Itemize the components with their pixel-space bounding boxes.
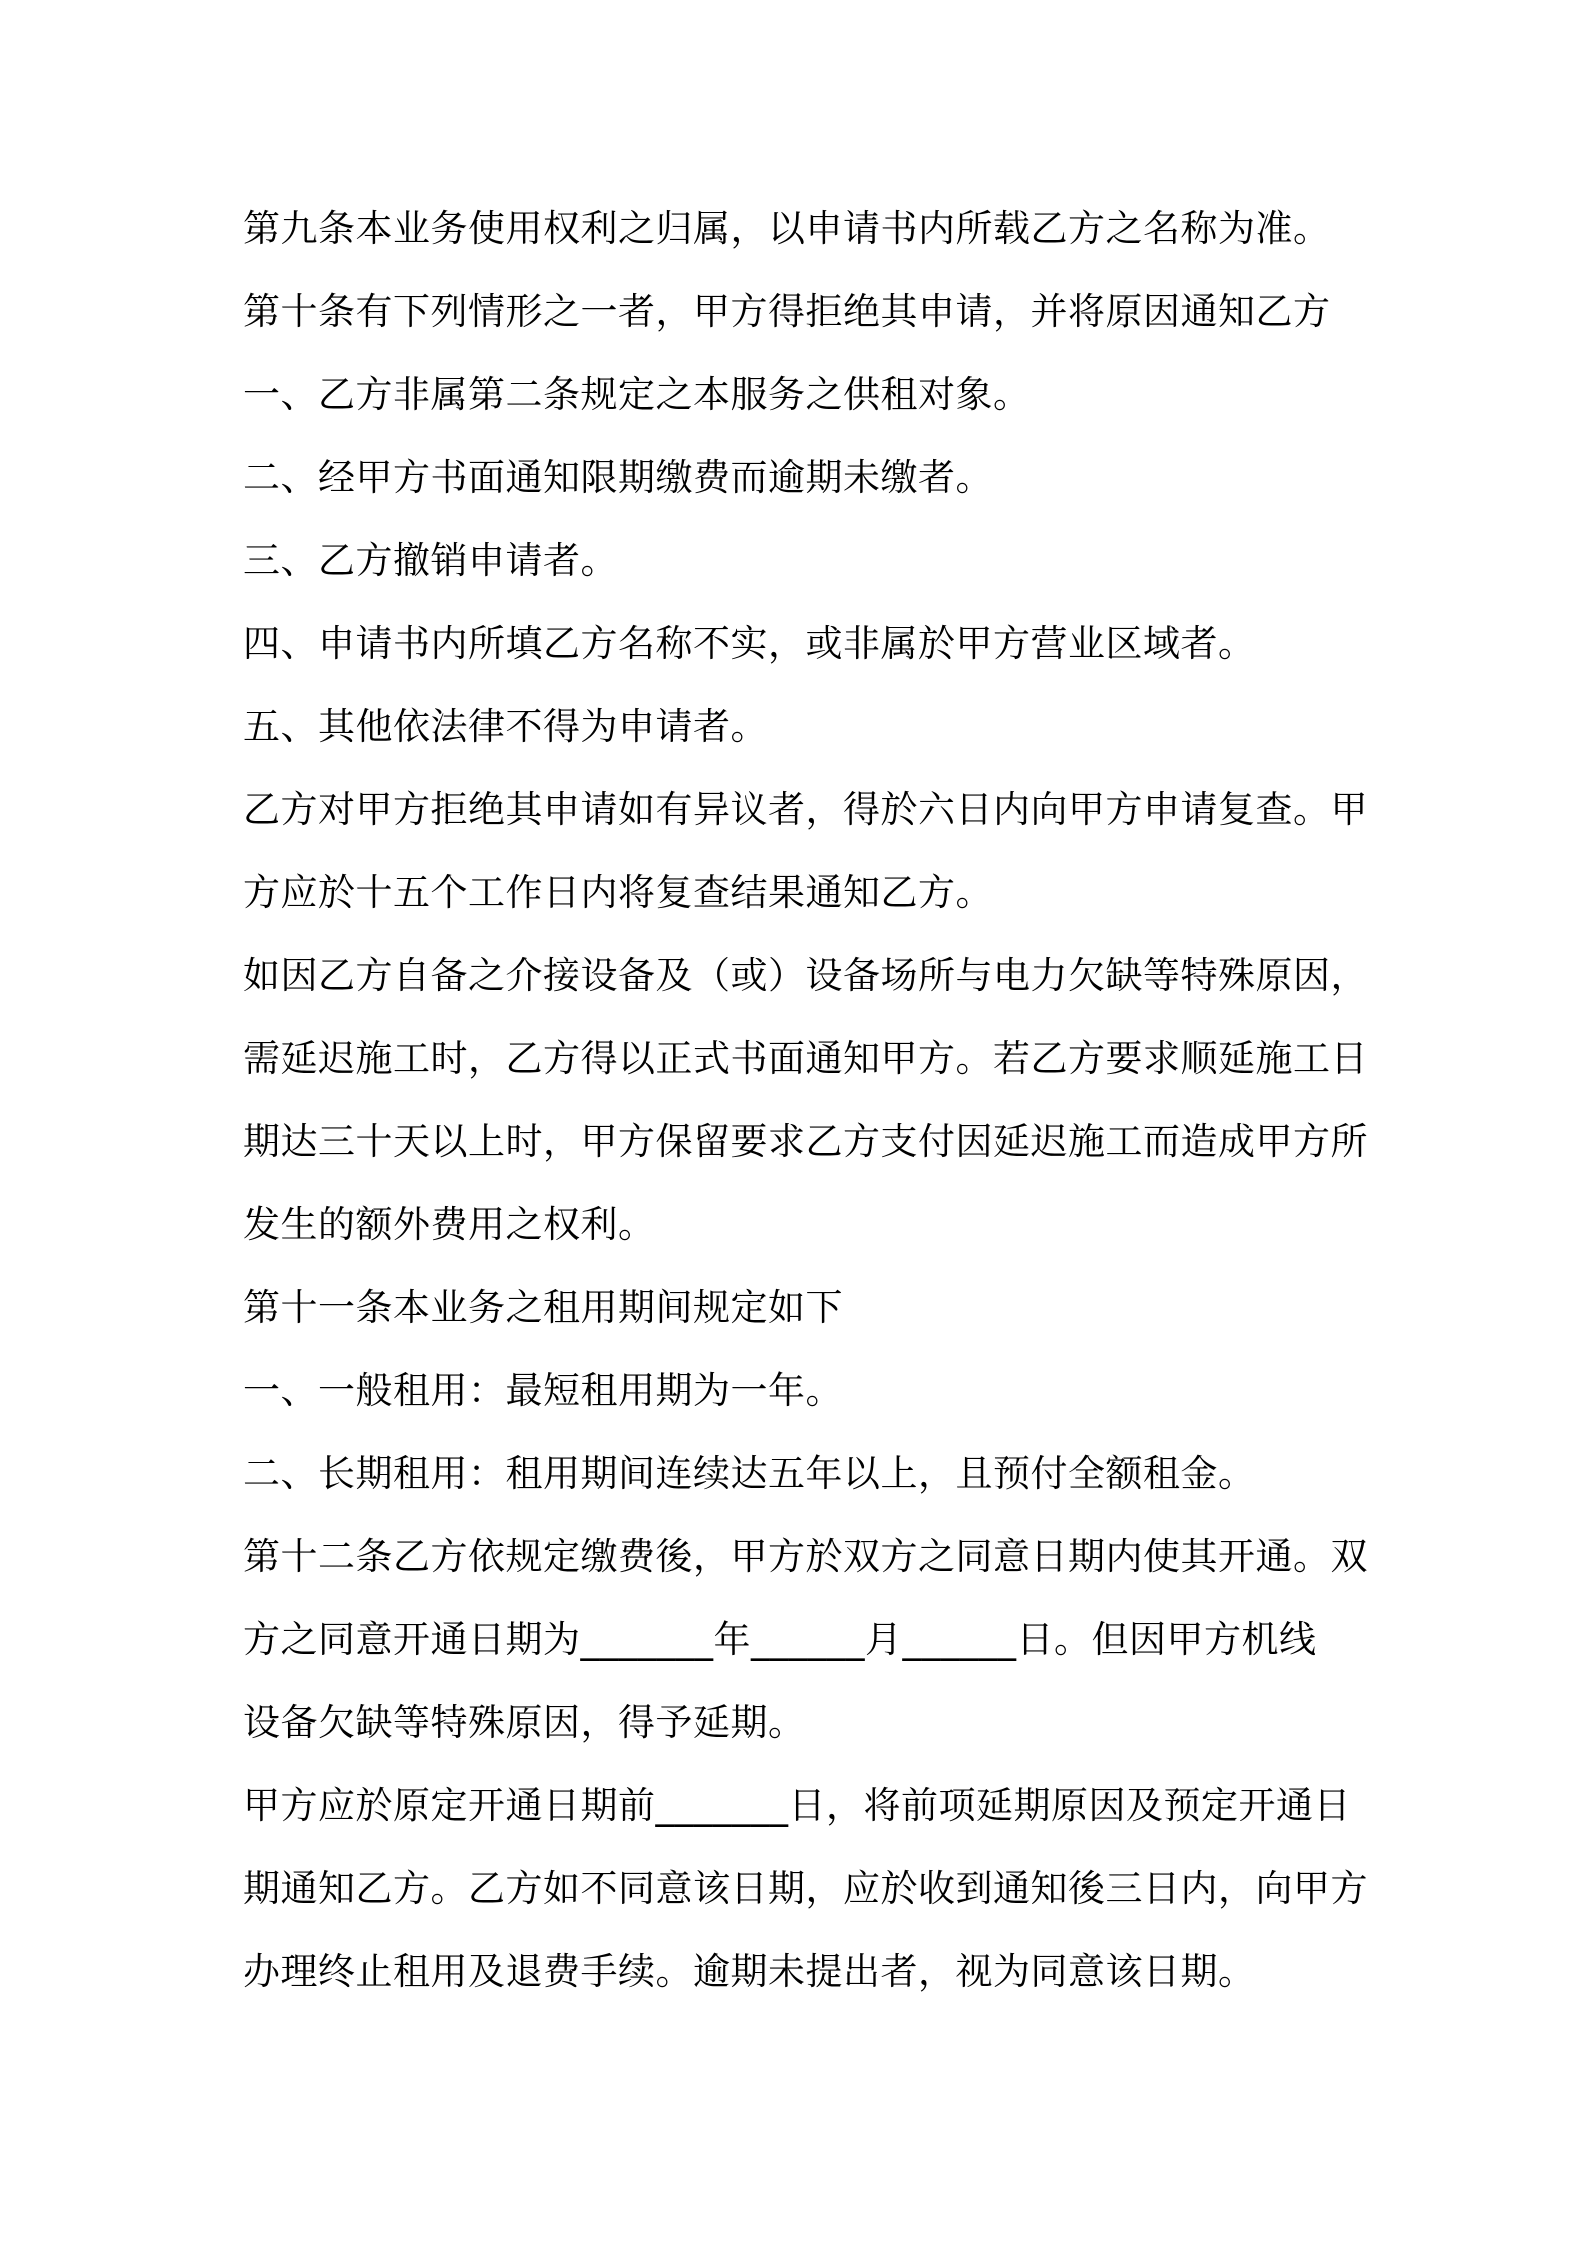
clause-12-line-1: 第十二条乙方依规定缴费後，甲方於双方之同意日期内使其开通。双 (243, 1535, 1368, 1578)
clause-12-line-3: 设备欠缺等特殊原因，得予延期。 (243, 1701, 806, 1744)
postpone-paragraph-line-2: 期通知乙方。乙方如不同意该日期，应於收到通知後三日内，向甲方 (243, 1867, 1368, 1910)
delay-paragraph-line-3: 期达三十天以上时，甲方保留要求乙方支付因延迟施工而造成甲方所 (243, 1120, 1368, 1163)
clause-10-item-4: 四、申请书内所填乙方名称不实，或非属於甲方营业区域者。 (243, 622, 1256, 665)
appeal-paragraph-line-1: 乙方对甲方拒绝其申请如有异议者，得於六日内向甲方申请复查。甲 (243, 788, 1368, 831)
clause-10-item-5: 五、其他依法律不得为申请者。 (243, 705, 768, 748)
appeal-paragraph-line-2: 方应於十五个工作日内将复查结果通知乙方。 (243, 871, 993, 914)
clause-12-line-2: 方之同意开通日期为_______年______月______日。但因甲方机线 (243, 1618, 1317, 1661)
clause-9: 第九条本业务使用权利之归属，以申请书内所载乙方之名称为准。 (243, 207, 1331, 250)
postpone-paragraph-line-3: 办理终止租用及退费手续。逾期未提出者，视为同意该日期。 (243, 1950, 1256, 1993)
clause-11-intro: 第十一条本业务之租用期间规定如下 (243, 1286, 843, 1329)
clause-10-item-2: 二、经甲方书面通知限期缴费而逾期未缴者。 (243, 456, 993, 499)
delay-paragraph-line-1: 如因乙方自备之介接设备及（或）设备场所与电力欠缺等特殊原因， (243, 954, 1368, 997)
delay-paragraph-line-2: 需延迟施工时，乙方得以正式书面通知甲方。若乙方要求顺延施工日 (243, 1037, 1368, 1080)
delay-paragraph-line-4: 发生的额外费用之权利。 (243, 1203, 656, 1246)
clause-10-item-3: 三、乙方撤销申请者。 (243, 539, 618, 582)
clause-10-item-1: 一、乙方非属第二条规定之本服务之供租对象。 (243, 373, 1031, 416)
clause-10-intro: 第十条有下列情形之一者，甲方得拒绝其申请，并将原因通知乙方 (243, 290, 1331, 333)
clause-11-item-1: 一、一般租用：最短租用期为一年。 (243, 1369, 843, 1412)
postpone-paragraph-line-1: 甲方应於原定开通日期前_______日，将前项延期原因及预定开通日 (243, 1784, 1351, 1827)
clause-11-item-2: 二、长期租用：租用期间连续达五年以上，且预付全额租金。 (243, 1452, 1256, 1495)
